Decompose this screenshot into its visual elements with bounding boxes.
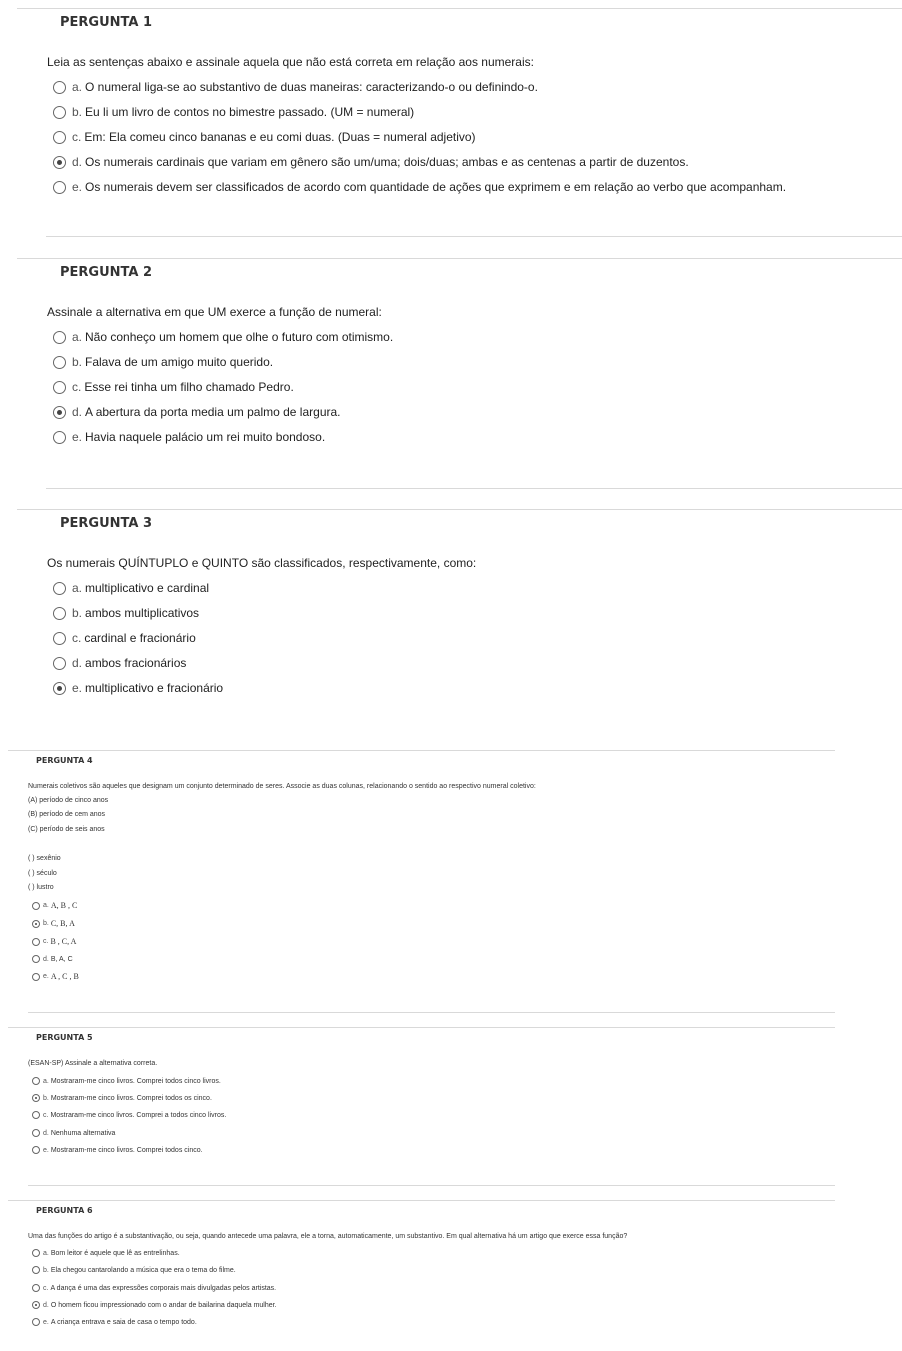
- option-a[interactable]: [32, 1249, 180, 1257]
- option-letter: e.: [72, 681, 83, 695]
- option-letter: a.: [43, 902, 49, 909]
- divider: [8, 1200, 835, 1201]
- option-e[interactable]: [32, 972, 79, 981]
- question-prompt: Leia as sentenças abaixo e assinale aquela que não está correta em relação aos numerais:: [47, 55, 534, 69]
- option-letter: c.: [72, 380, 82, 394]
- radio-button[interactable]: [32, 955, 40, 963]
- radio-button[interactable]: [32, 902, 40, 910]
- option-text: O homem ficou impressionado com o andar de bailarina daquela mulher.: [50, 1301, 277, 1309]
- option-b[interactable]: [53, 606, 199, 620]
- radio-button[interactable]: [32, 1129, 40, 1137]
- option-e[interactable]: [53, 180, 786, 194]
- option-a[interactable]: [53, 581, 209, 595]
- radio-button-selected[interactable]: [53, 406, 66, 419]
- radio-button[interactable]: [53, 607, 66, 620]
- option-text: multiplicativo e cardinal: [85, 581, 210, 595]
- option-letter: a.: [72, 581, 83, 595]
- option-text: ambos multiplicativos: [85, 606, 200, 620]
- option-text: multiplicativo e fracionário: [85, 681, 224, 695]
- option-text: Falava de um amigo muito querido.: [85, 355, 274, 369]
- option-text: A , C , B: [50, 972, 79, 981]
- divider: [46, 488, 902, 489]
- option-d[interactable]: [32, 1129, 115, 1137]
- option-text: Os numerais cardinais que variam em gênero são um/uma; dois/duas; ambas e as centenas a partir de duzentos.: [85, 155, 689, 169]
- question-5: [8, 1027, 835, 1189]
- question-title: PERGUNTA 1: [60, 15, 153, 30]
- statement-line: ( ) sexênio: [28, 855, 61, 862]
- option-b[interactable]: [53, 355, 273, 369]
- option-letter: a.: [43, 1249, 49, 1257]
- option-text: Bom leitor é aquele que lê as entrelinhas.: [50, 1249, 180, 1257]
- question-1: [17, 8, 902, 248]
- option-text: A dança é uma das expressões corporais mais divulgadas pelos artistas.: [50, 1284, 277, 1292]
- question-title: PERGUNTA 5: [36, 1033, 93, 1042]
- option-a[interactable]: [53, 80, 538, 94]
- option-letter: a.: [72, 80, 83, 94]
- option-a[interactable]: [32, 1077, 221, 1085]
- question-title: PERGUNTA 3: [60, 516, 153, 531]
- radio-button-selected[interactable]: [32, 920, 40, 928]
- radio-button[interactable]: [32, 1111, 40, 1119]
- option-b[interactable]: [32, 1094, 212, 1102]
- question-prompt: (ESAN-SP) Assinale a alternativa correta.: [28, 1060, 158, 1067]
- radio-button[interactable]: [53, 356, 66, 369]
- option-text: Mostraram-me cinco livros. Comprei a todos cinco livros.: [50, 1111, 227, 1119]
- statement-line: (C) período de seis anos: [28, 826, 105, 833]
- radio-button[interactable]: [53, 582, 66, 595]
- radio-button[interactable]: [53, 431, 66, 444]
- option-text: Nenhuma alternativa: [50, 1129, 116, 1137]
- option-c[interactable]: [53, 130, 476, 144]
- option-letter: e.: [43, 1318, 49, 1326]
- option-letter: e.: [43, 1146, 49, 1154]
- option-text: ambos fracionários: [85, 656, 187, 670]
- option-text: A abertura da porta media um palmo de largura.: [85, 405, 341, 419]
- option-text: Esse rei tinha um filho chamado Pedro.: [84, 380, 294, 394]
- option-c[interactable]: [32, 1284, 276, 1292]
- option-text: B, A, C: [50, 955, 73, 963]
- option-e[interactable]: [32, 1146, 203, 1154]
- option-b[interactable]: [32, 1266, 236, 1274]
- option-letter: b.: [72, 606, 83, 620]
- radio-button[interactable]: [53, 381, 66, 394]
- question-prompt: Os numerais QUÍNTUPLO e QUINTO são classificados, respectivamente, como:: [47, 556, 477, 570]
- divider: [8, 750, 835, 751]
- option-letter: e.: [72, 180, 83, 194]
- option-text: Eu li um livro de contos no bimestre passado. (UM = numeral): [85, 105, 415, 119]
- option-letter: b.: [72, 355, 83, 369]
- radio-button-selected[interactable]: [32, 1301, 40, 1309]
- option-text: Não conheço um homem que olhe o futuro com otimismo.: [85, 330, 394, 344]
- option-letter: c.: [43, 1111, 49, 1119]
- question-prompt: Uma das funções do artigo é a substantivação, ou seja, quando antecede uma palavra, ele a torna, automaticamente, um substantivo. Em qual alternativa há um artigo que exerce essa função?: [28, 1233, 628, 1240]
- option-d[interactable]: [32, 1301, 277, 1309]
- divider: [17, 258, 902, 259]
- option-e[interactable]: [53, 430, 325, 444]
- option-letter: c.: [72, 631, 82, 645]
- divider: [17, 8, 902, 9]
- option-letter: a.: [72, 330, 83, 344]
- option-a[interactable]: [53, 330, 393, 344]
- option-b[interactable]: [53, 105, 414, 119]
- divider: [8, 1027, 835, 1028]
- radio-button[interactable]: [32, 1249, 40, 1257]
- radio-button[interactable]: [32, 1266, 40, 1274]
- radio-button[interactable]: [53, 106, 66, 119]
- option-a[interactable]: [32, 901, 77, 910]
- option-letter: a.: [43, 1077, 49, 1085]
- option-letter: d.: [43, 1129, 49, 1137]
- radio-button[interactable]: [53, 657, 66, 670]
- statement-line: ( ) século: [28, 870, 57, 877]
- divider: [28, 1185, 835, 1186]
- option-text: B , C, A: [50, 937, 77, 946]
- divider: [46, 236, 902, 237]
- option-letter: b.: [43, 1266, 49, 1274]
- question-prompt: Numerais coletivos são aqueles que designam um conjunto determinado de seres. Associe as duas colunas, relacionando o sentido ao respectivo numeral coletivo:: [28, 783, 536, 790]
- option-e[interactable]: [32, 1318, 197, 1326]
- question-6: [8, 1200, 835, 1340]
- option-letter: b.: [43, 920, 49, 927]
- radio-button[interactable]: [32, 1077, 40, 1085]
- option-letter: c.: [72, 130, 82, 144]
- option-c[interactable]: [53, 631, 196, 645]
- radio-button-selected[interactable]: [53, 682, 66, 695]
- statement-line: (B) período de cem anos: [28, 811, 106, 818]
- statement-line: ( ) lustro: [28, 884, 54, 891]
- option-c[interactable]: [32, 1111, 226, 1119]
- option-text: Mostraram-me cinco livros. Comprei todos cinco livros.: [50, 1077, 221, 1085]
- radio-button-selected[interactable]: [32, 1094, 40, 1102]
- radio-button[interactable]: [32, 973, 40, 981]
- option-text: O numeral liga-se ao substantivo de duas maneiras: caracterizando-o ou definindo-o.: [85, 80, 538, 94]
- radio-button[interactable]: [53, 331, 66, 344]
- option-text: C, B, A: [50, 919, 75, 928]
- question-title: PERGUNTA 6: [36, 1206, 93, 1215]
- question-4: [8, 750, 835, 1015]
- option-letter: d.: [72, 155, 83, 169]
- question-title: PERGUNTA 2: [60, 265, 153, 280]
- divider: [17, 509, 902, 510]
- option-text: A, B , C: [50, 901, 78, 910]
- radio-button-selected[interactable]: [53, 156, 66, 169]
- option-letter: c.: [43, 1284, 49, 1292]
- question-prompt: Assinale a alternativa em que UM exerce a função de numeral:: [47, 305, 382, 319]
- radio-button[interactable]: [32, 1146, 40, 1154]
- option-letter: d.: [72, 405, 83, 419]
- option-text: cardinal e fracionário: [84, 631, 196, 645]
- option-d[interactable]: [53, 405, 341, 419]
- option-e[interactable]: [53, 681, 223, 695]
- option-letter: e.: [72, 430, 83, 444]
- option-letter: d.: [43, 955, 49, 963]
- option-d[interactable]: [32, 955, 73, 963]
- statement-line: (A) período de cinco anos: [28, 797, 109, 804]
- question-title: PERGUNTA 4: [36, 756, 93, 765]
- option-c[interactable]: [53, 380, 294, 394]
- option-d[interactable]: [53, 656, 186, 670]
- option-letter: c.: [43, 938, 49, 945]
- option-text: Ela chegou cantarolando a música que era o tema do filme.: [50, 1266, 236, 1274]
- option-b[interactable]: [32, 919, 75, 928]
- option-letter: d.: [72, 656, 83, 670]
- option-text: Em: Ela comeu cinco bananas e eu comi duas. (Duas = numeral adjetivo): [84, 130, 476, 144]
- question-2: [17, 258, 902, 498]
- radio-button[interactable]: [53, 131, 66, 144]
- option-text: Os numerais devem ser classificados de acordo com quantidade de ações que exprimem e em relação ao verbo que acompanham.: [85, 180, 787, 194]
- option-d[interactable]: [53, 155, 689, 169]
- radio-button[interactable]: [53, 181, 66, 194]
- divider: [28, 1012, 835, 1013]
- radio-button[interactable]: [53, 632, 66, 645]
- radio-button[interactable]: [32, 938, 40, 946]
- option-text: Mostraram-me cinco livros. Comprei todos cinco.: [50, 1146, 203, 1154]
- option-text: Mostraram-me cinco livros. Comprei todos os cinco.: [50, 1094, 212, 1102]
- radio-button[interactable]: [53, 81, 66, 94]
- option-letter: d.: [43, 1301, 49, 1309]
- option-text: Havia naquele palácio um rei muito bondoso.: [85, 430, 326, 444]
- option-text: A criança entrava e saia de casa o tempo todo.: [50, 1318, 197, 1326]
- radio-button[interactable]: [32, 1318, 40, 1326]
- radio-button[interactable]: [32, 1284, 40, 1292]
- question-3: [17, 509, 902, 709]
- option-c[interactable]: [32, 937, 76, 946]
- option-letter: b.: [43, 1094, 49, 1102]
- option-letter: e.: [43, 973, 49, 980]
- option-letter: b.: [72, 105, 83, 119]
